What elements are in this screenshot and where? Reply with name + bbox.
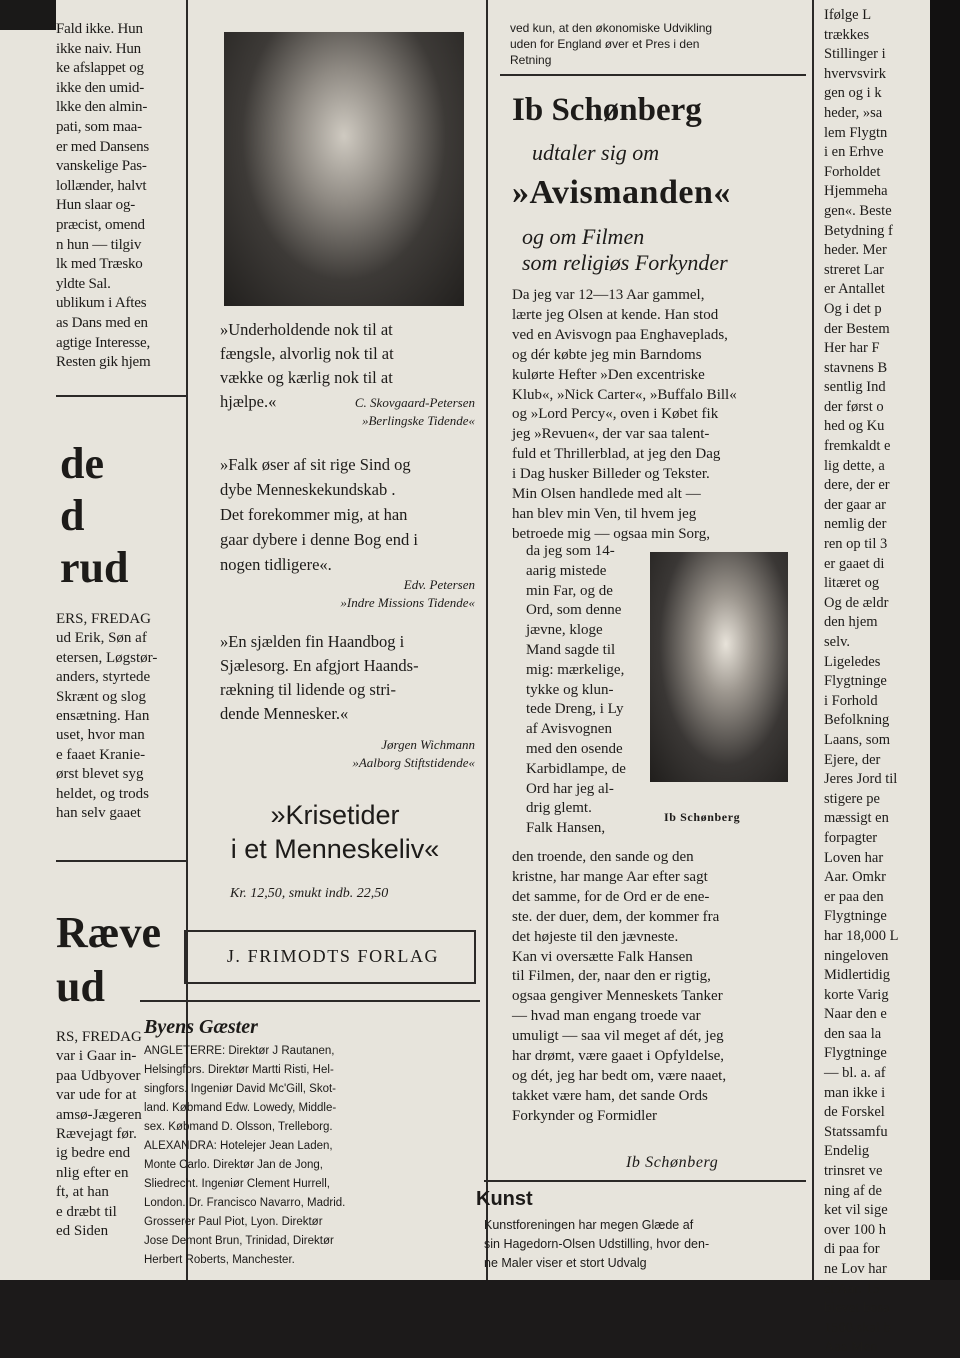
text-line: dere, der er <box>824 477 890 494</box>
text-line: og »Lord Percy«, oven i Købet fik <box>512 406 719 423</box>
text-line: trinsret ve <box>824 1163 883 1180</box>
text-line: uset, hvor man <box>56 727 145 744</box>
text-line: »Underholdende nok til at <box>220 320 393 339</box>
text-line: ved en Avisvogn paa Enghaveplads, <box>512 326 728 343</box>
text-line: — bl. a. af <box>824 1065 886 1082</box>
left-headline-1 <box>60 438 128 594</box>
photo-caption: Ib Schønberg <box>664 810 741 824</box>
text-line: yldte Sal. <box>56 275 111 292</box>
text-line: lkke den almin- <box>56 99 148 116</box>
text-line: Jose Demont Brun, Trinidad, Direktør <box>144 1235 334 1247</box>
text-line: Kunstforeningen har megen Glæde af <box>484 1218 694 1232</box>
text-line: Forholdet <box>824 163 881 180</box>
text-line: har 18,000 L <box>824 927 899 944</box>
text-line: Ord, som denne <box>526 602 622 619</box>
text-line: Flygtninge <box>824 1045 887 1062</box>
headline-line: rud <box>60 543 129 592</box>
text-line: ikke den umid- <box>56 79 145 96</box>
text-line: fremkaldt e <box>824 438 891 455</box>
text-line: »Falk øser af sit rige Sind og <box>220 455 411 474</box>
article-signature: Ib Schønberg <box>626 1154 719 1171</box>
text-line: Statssamfu <box>824 1123 888 1140</box>
text-line: London. Dr. Francisco Navarro, Madrid. <box>144 1197 346 1209</box>
publisher-name: J. FRIMODTS FORLAG <box>226 946 440 966</box>
quote-2 <box>220 452 418 577</box>
section-rule <box>140 1000 480 1002</box>
text-line: Mand sagde til <box>526 641 616 658</box>
text-line: Min Olsen handlede med alt — <box>512 486 701 503</box>
kunst-heading: Kunst <box>476 1188 533 1210</box>
text-line: as Dans med en <box>56 314 148 331</box>
headline-line: d <box>60 491 85 540</box>
text-line: takket være ham, det sande Ords <box>512 1087 708 1104</box>
text-line: tykke og klun- <box>526 681 614 698</box>
quote-3-source: »Aalborg Stiftstidende« <box>352 755 475 770</box>
text-line: min Far, og de <box>526 582 613 599</box>
section-rule <box>484 1180 806 1182</box>
right-column <box>820 0 930 1356</box>
text-line: Sjælesorg. En afgjort Haands- <box>220 656 419 675</box>
text-line: ørst blevet syg <box>56 766 144 783</box>
text-line: gen«. Beste <box>824 202 892 219</box>
text-line: de Forskel <box>824 1104 885 1121</box>
text-line: ket vil sige <box>824 1202 888 1219</box>
text-line: paa Udbyover <box>56 1067 141 1084</box>
quote-3 <box>220 630 419 726</box>
table-background <box>930 0 960 1280</box>
text-line: korte Varig <box>824 986 889 1003</box>
article-wrap-text <box>526 542 626 839</box>
quote-2-source: »Indre Missions Tidende« <box>340 595 475 610</box>
text-line: aarig mistede <box>526 562 607 579</box>
text-line: dende Mennesker.« <box>220 704 349 723</box>
text-line: hed og Ku <box>824 418 885 435</box>
text-line: n hun — tilgiv <box>56 236 142 253</box>
quote-1-source: »Berlingske Tidende« <box>361 413 475 428</box>
text-line: er paa den <box>824 888 884 905</box>
text-line: singfors. Ingeniør David Mc'Gill, Skot- <box>144 1083 337 1095</box>
guests-text <box>144 1042 345 1270</box>
column-rule <box>812 0 814 1280</box>
author-photo <box>224 32 464 306</box>
text-line: han selv gaaet <box>56 805 141 822</box>
text-line: Og i det p <box>824 300 882 317</box>
text-line: lk med Træsko <box>56 256 143 273</box>
text-line: dybe Menneskekundskab . <box>220 480 396 499</box>
text-line: gaar dybere i denne Bog end i <box>220 530 418 549</box>
text-line: og dét, jeg har bedt om, være naaet, <box>512 1067 727 1084</box>
text-line: Og de ældr <box>824 594 889 611</box>
text-line: ningeloven <box>824 947 889 964</box>
text-line: til Filmen, der, naar den er rigtig, <box>512 968 711 985</box>
text-line: Flygtninge <box>824 673 887 690</box>
guests-heading: Byens Gæster <box>144 1016 258 1038</box>
text-line: Herbert Roberts, Manchester. <box>144 1254 295 1266</box>
text-line: Karbidlampe, de <box>526 760 626 777</box>
text-line: di paa for <box>824 1241 880 1258</box>
text-line: rækning til lidende og stri- <box>220 680 396 699</box>
quote-1-author: C. Skovgaard-Petersen <box>354 395 475 410</box>
text-line: heder, »sa <box>824 104 883 121</box>
text-line: fængsle, alvorlig nok til at <box>220 344 394 363</box>
text-line: ft, at han <box>56 1184 109 1201</box>
text-line: heldet, og trods <box>56 785 149 802</box>
text-line: ANGLETERRE: Direktør J Rautanen, <box>144 1045 335 1057</box>
text-line: der gaar ar <box>824 496 886 513</box>
text-line: sin Hagedorn-Olsen Udstilling, hvor den- <box>484 1237 710 1251</box>
left-column-top-text <box>56 20 184 373</box>
text-line: tede Dreng, i Ly <box>526 701 624 718</box>
text-line: hvervsvirk <box>824 65 887 82</box>
text-line: mæssigt en <box>824 810 889 827</box>
right-column-text <box>824 6 899 1358</box>
text-line: ning af de <box>824 1182 882 1199</box>
text-line: nogen tidligere«. <box>220 555 332 574</box>
text-line: Laans, som <box>824 731 891 748</box>
text-line: Monte Carlo. Direktør Jan de Jong, <box>144 1159 323 1171</box>
text-line: den saa la <box>824 1025 882 1042</box>
text-line: mig: mærkelige, <box>526 661 625 678</box>
text-line: heder. Mer <box>824 242 887 259</box>
text-line: Jeres Jord til <box>824 771 898 788</box>
text-line: kristne, har mange Aar efter sagt <box>512 868 708 885</box>
text-line: er Antallet <box>824 281 885 298</box>
text-line: er gaaet di <box>824 555 885 572</box>
text-line: vanskelige Pas- <box>56 158 147 175</box>
text-line: var ude for at <box>56 1087 137 1104</box>
article-subhead-3: som religiøs Forkynder <box>522 250 728 275</box>
text-line: den troende, den sande og den <box>512 849 694 865</box>
text-line: Grosserer Paul Piot, Lyon. Direktør <box>144 1216 323 1228</box>
text-line: sentlig Ind <box>824 379 886 396</box>
text-line: vække og kærlig nok til at <box>220 368 393 387</box>
text-line: ensætning. Han <box>56 708 150 725</box>
text-line: og dér købte jeg min Barndoms <box>512 346 702 363</box>
quote-2-author: Edv. Petersen <box>403 577 475 592</box>
text-line: Aar. Omkr <box>824 869 887 886</box>
text-line: over 100 h <box>824 1221 887 1238</box>
text-line: drig glemt. <box>526 800 592 817</box>
text-line: det samme, for de Ord er de ene- <box>512 888 710 905</box>
text-line: i Dag husker Billeder og Tekster. <box>512 466 710 483</box>
text-line: da jeg som 14- <box>526 543 615 559</box>
text-line: ste. der duer, dem, der kommer fra <box>512 908 720 925</box>
book-title-line: i et Menneskeliv« <box>230 834 440 864</box>
headline-line: ud <box>56 962 105 1011</box>
text-line: Aaa Men <box>824 1339 878 1356</box>
text-line: ALEXANDRA: Hotelejer Jean Laden, <box>144 1140 333 1152</box>
text-line: Ord har jeg al- <box>526 780 614 797</box>
article-paragraph-1 <box>512 286 737 545</box>
text-line: stigere pe <box>824 790 880 807</box>
text-line: forpagter <box>824 829 878 846</box>
text-line: ne Lov har <box>824 1261 887 1277</box>
text-line: man ikke i <box>824 1084 886 1101</box>
text-line: agtige Interesse, <box>56 334 151 351</box>
text-line: det højeste til den jævneste. <box>512 928 679 945</box>
text-line: Det forekommer mig, at han <box>220 505 408 524</box>
book-title-line: »Krisetider <box>270 800 400 830</box>
kunst-text <box>484 1216 709 1273</box>
text-line: Fald ikke. Hun <box>56 21 143 37</box>
text-line: amsø-Jægeren <box>56 1106 142 1123</box>
text-line: Loven har <box>824 849 884 866</box>
text-line: land. Købmand Edw. Lowedy, Middle- <box>144 1102 337 1114</box>
text-line: præcist, omend <box>56 216 145 233</box>
text-line: var i Gaar in- <box>56 1048 137 1065</box>
text-line: — hvad man engang troede var <box>512 1008 701 1025</box>
text-line: hjælpe.« <box>220 392 277 411</box>
text-line: Falk Hansen, <box>526 820 606 837</box>
text-line: Naar den e <box>824 1006 887 1023</box>
text-line: blevet bosa <box>824 1300 890 1317</box>
text-line: selv. <box>824 634 851 650</box>
text-line: etersen, Løgstør- <box>56 649 158 666</box>
text-line: Her har F <box>824 340 880 357</box>
text-line: Stillinger i <box>824 46 886 63</box>
text-line: Hjemmeha <box>824 183 888 200</box>
text-line: fuld et Thrillerblad, at jeg den Dag <box>512 446 721 463</box>
text-line: Flygtninge <box>824 908 887 925</box>
text-line: i Forhold <box>824 692 878 709</box>
text-line: den hjem <box>824 614 878 631</box>
text-line: der først o <box>824 398 884 415</box>
text-line: sex. Købmand D. Olsson, Trelleborg. <box>144 1121 333 1133</box>
text-line: er med Dansens <box>56 138 150 155</box>
text-line: et Aar. 15 <box>824 1280 880 1297</box>
text-line: ren op til 3 <box>824 536 888 553</box>
text-line: med den osende <box>526 740 623 757</box>
text-line: nemlig der <box>824 516 887 533</box>
text-line: Sliedrecht. Ingeniør Clement Hurrell, <box>144 1178 330 1190</box>
text-line: stavnens B <box>824 359 888 376</box>
text-line: streret Lar <box>824 261 884 278</box>
text-line: han blev min Ven, til hvem jeg <box>512 505 697 522</box>
text-line: lærte jeg Olsen at kende. Han stod <box>512 306 719 323</box>
text-line: Kan vi oversætte Falk Hansen <box>512 948 693 965</box>
text-line: ikke naiv. Hun <box>56 40 141 57</box>
left-headline-2 <box>56 906 161 1014</box>
table-background <box>0 0 56 30</box>
text-line: ed Siden <box>56 1223 109 1240</box>
article-top-text <box>510 20 712 68</box>
advertisement <box>144 20 480 1280</box>
text-line: »En sjælden fin Haandbog i <box>220 632 405 651</box>
text-line: ke afslappet og <box>56 60 144 77</box>
text-line: e dræbt til <box>56 1203 117 1220</box>
text-line: 1500 skal b <box>824 1319 891 1336</box>
text-line: RS, FREDAG <box>56 1029 142 1045</box>
text-line: ogsaa gengiver Menneskets Tanker <box>512 988 723 1005</box>
quote-3-author: Jørgen Wichmann <box>381 737 475 752</box>
text-line: Retning <box>510 53 552 67</box>
book-price: Kr. 12,50, smukt indb. 22,50 <box>230 886 389 901</box>
text-line: Rævejagt før. <box>56 1126 137 1143</box>
left-column-middle-text <box>56 610 157 823</box>
text-line: Resten gik hjem <box>56 354 151 371</box>
section-rule <box>56 395 186 397</box>
text-line: der Bestem <box>824 320 890 337</box>
article-subhead-1: udtaler sig om <box>532 140 660 165</box>
section-rule <box>500 74 806 76</box>
text-line: Endelig <box>824 1143 870 1160</box>
text-line: lig dette, a <box>824 457 885 474</box>
text-line: Da jeg var 12—13 Aar gammel, <box>512 287 705 303</box>
text-line: pati, som maa- <box>56 118 142 135</box>
article-headline: Ib Schønberg <box>512 92 702 128</box>
text-line: Befolkning <box>824 712 890 729</box>
text-line: Midlertidig <box>824 967 891 984</box>
article-paragraph-2 <box>512 848 726 1127</box>
text-line: jeg »Revuen«, der var saa talent- <box>512 426 710 443</box>
text-line: Forkynder og Formidler <box>512 1107 657 1124</box>
text-line: nlig efter en <box>56 1164 129 1181</box>
text-line: Ligeledes <box>824 653 881 670</box>
ib-schonberg-photo <box>650 552 788 782</box>
text-line: ig bedre end <box>56 1145 131 1162</box>
text-line: lem Flygtn <box>824 124 888 141</box>
section-rule <box>56 860 186 862</box>
text-line: e faaet Kranie- <box>56 746 146 763</box>
column-rule <box>486 0 488 1280</box>
text-line: i en Erhve <box>824 144 884 161</box>
text-line: Betydning f <box>824 222 893 239</box>
text-line: ud Erik, Søn af <box>56 630 147 647</box>
text-line: har drømt, være gaaet i Opfyldelse, <box>512 1048 725 1065</box>
text-line: ved kun, at den økonomiske Udvikling <box>510 21 713 35</box>
text-line: betroede mig — ogsaa min Sorg, <box>512 525 711 542</box>
article <box>476 0 808 1280</box>
headline-line: de <box>60 439 104 488</box>
text-line: trækkes <box>824 26 870 43</box>
text-line: jævne, kloge <box>526 622 603 639</box>
text-line: gen og i k <box>824 85 882 102</box>
headline-line: Ræve <box>56 908 162 957</box>
left-column-bottom-text <box>56 1028 142 1241</box>
text-line: Klub«, »Nick Carter«, »Buffalo Bill« <box>512 386 737 403</box>
text-line: ublikum i Aftes <box>56 295 147 312</box>
text-line: Skrænt og slog <box>56 688 147 705</box>
text-line: Helsingfors. Direktør Martti Risti, Hel- <box>144 1064 334 1076</box>
text-line: kulørte Hefter »Den excentriske <box>512 366 705 383</box>
text-line: ERS, FREDAG <box>56 611 152 627</box>
text-line: umuligt — saa vil meget af dét, jeg <box>512 1028 724 1045</box>
text-line: anders, styrtede <box>56 669 151 686</box>
article-subhead-2: og om Filmen <box>522 224 645 249</box>
text-line: lollænder, halvt <box>56 177 147 194</box>
text-line: litæret og <box>824 575 880 592</box>
text-line: af Avisvognen <box>526 721 612 738</box>
article-headline-2: »Avismanden« <box>512 174 731 211</box>
text-line: uden for England øver et Pres i den <box>510 37 700 51</box>
book-title <box>190 798 480 866</box>
text-line: Ifølge L <box>824 7 872 23</box>
text-line: Ejere, der <box>824 751 881 768</box>
text-line: Hun slaar og- <box>56 197 136 214</box>
text-line: ne Maler viser et stort Udvalg <box>484 1256 647 1270</box>
